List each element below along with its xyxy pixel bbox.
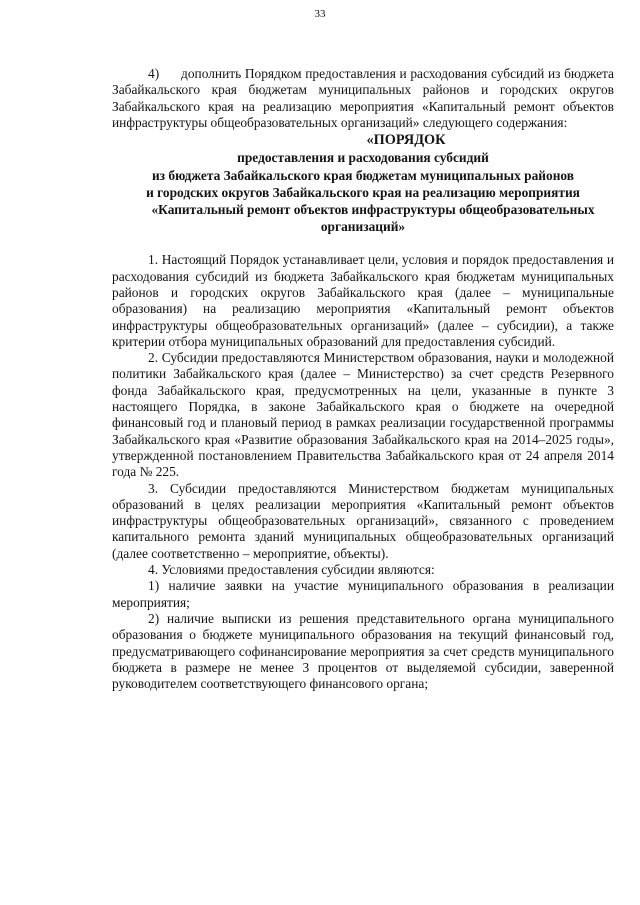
page-number: 33 [314,8,326,20]
paragraph-3: 3. Субсидии предоставляются Министерством бюджетам муниципальных образований в целях реализации мероприятия «Капитальный ремонт объектов инфраструктуры общеобразовательных организаций», связанного с проведением капитального ремонта зданий муниципальных общеобразовательных организаций (далее соответственно – мероприятие, объекты). [112,480,614,561]
condition-1: 1) наличие заявки на участие муниципального образования в реализации мероприятия; [112,578,614,610]
title-heading: «ПОРЯДОК [366,132,446,149]
order-title [112,132,614,235]
intro-paragraph: 4) дополнить Порядком предоставления и расходования субсидий из бюджета Забайкальского края бюджетам муниципальных районов и городских округов Забайкальского края на реализацию мероприятия «Капитальный ремонт объектов инфраструктуры общеобразовательных организаций» следующего содержания: [112,66,614,130]
document-body [112,66,614,692]
condition-2: 2) наличие выписки из решения представительного органа муниципального образования о бюджете муниципального образования на текущий финансовый год, предусматривающего софинансирование мероприятия за счет средств муниципального бюджета в размере не менее 3 процентов от выделяемой субсидии, заверенной руководителем соответствующего финансового органа; [112,610,614,692]
title-line: и городских округов Забайкальского края на реализацию мероприятия [146,184,580,200]
title-line: «Капитальный ремонт объектов инфраструктуры общеобразовательных [151,202,595,217]
title-line: из бюджета Забайкальского края бюджетам муниципальных районов [151,167,575,183]
paragraph-4: 4. Условиями предоставления субсидии являются: [148,562,435,578]
title-line: предоставления и расходования субсидий [237,150,489,166]
title-line: организаций» [320,219,406,235]
paragraph-2: 2. Субсидии предоставляются Министерством образования, науки и молодежной политики Забайкальского края (далее – Министерство) за счет средств Резервного фонда Забайкальского края, предусмотренных на цели, указанные в пункте 3 настоящего Порядка, в законе Забайкальского края о бюджете на очередной финансовый год и плановый период в рамках реализации государственной программы Забайкальского края «Развитие образования Забайкальского края на 2014–2025 годы», утвержденной постановлением Правительства Забайкальского края от 24 апреля 2014 года № 225. [112,350,614,480]
paragraph-1: 1. Настоящий Порядок устанавливает цели, условия и порядок предоставления и расходования субсидий из бюджета Забайкальского края бюджетам муниципальных районов и городских округов Забайкальского края (далее – муниципальные образования) на реализацию мероприятия «Капитальный ремонт объектов инфраструктуры общеобразовательных организаций» (далее – субсидии), а также критерии отбора муниципальных образований для предоставления субсидий. [112,252,614,349]
